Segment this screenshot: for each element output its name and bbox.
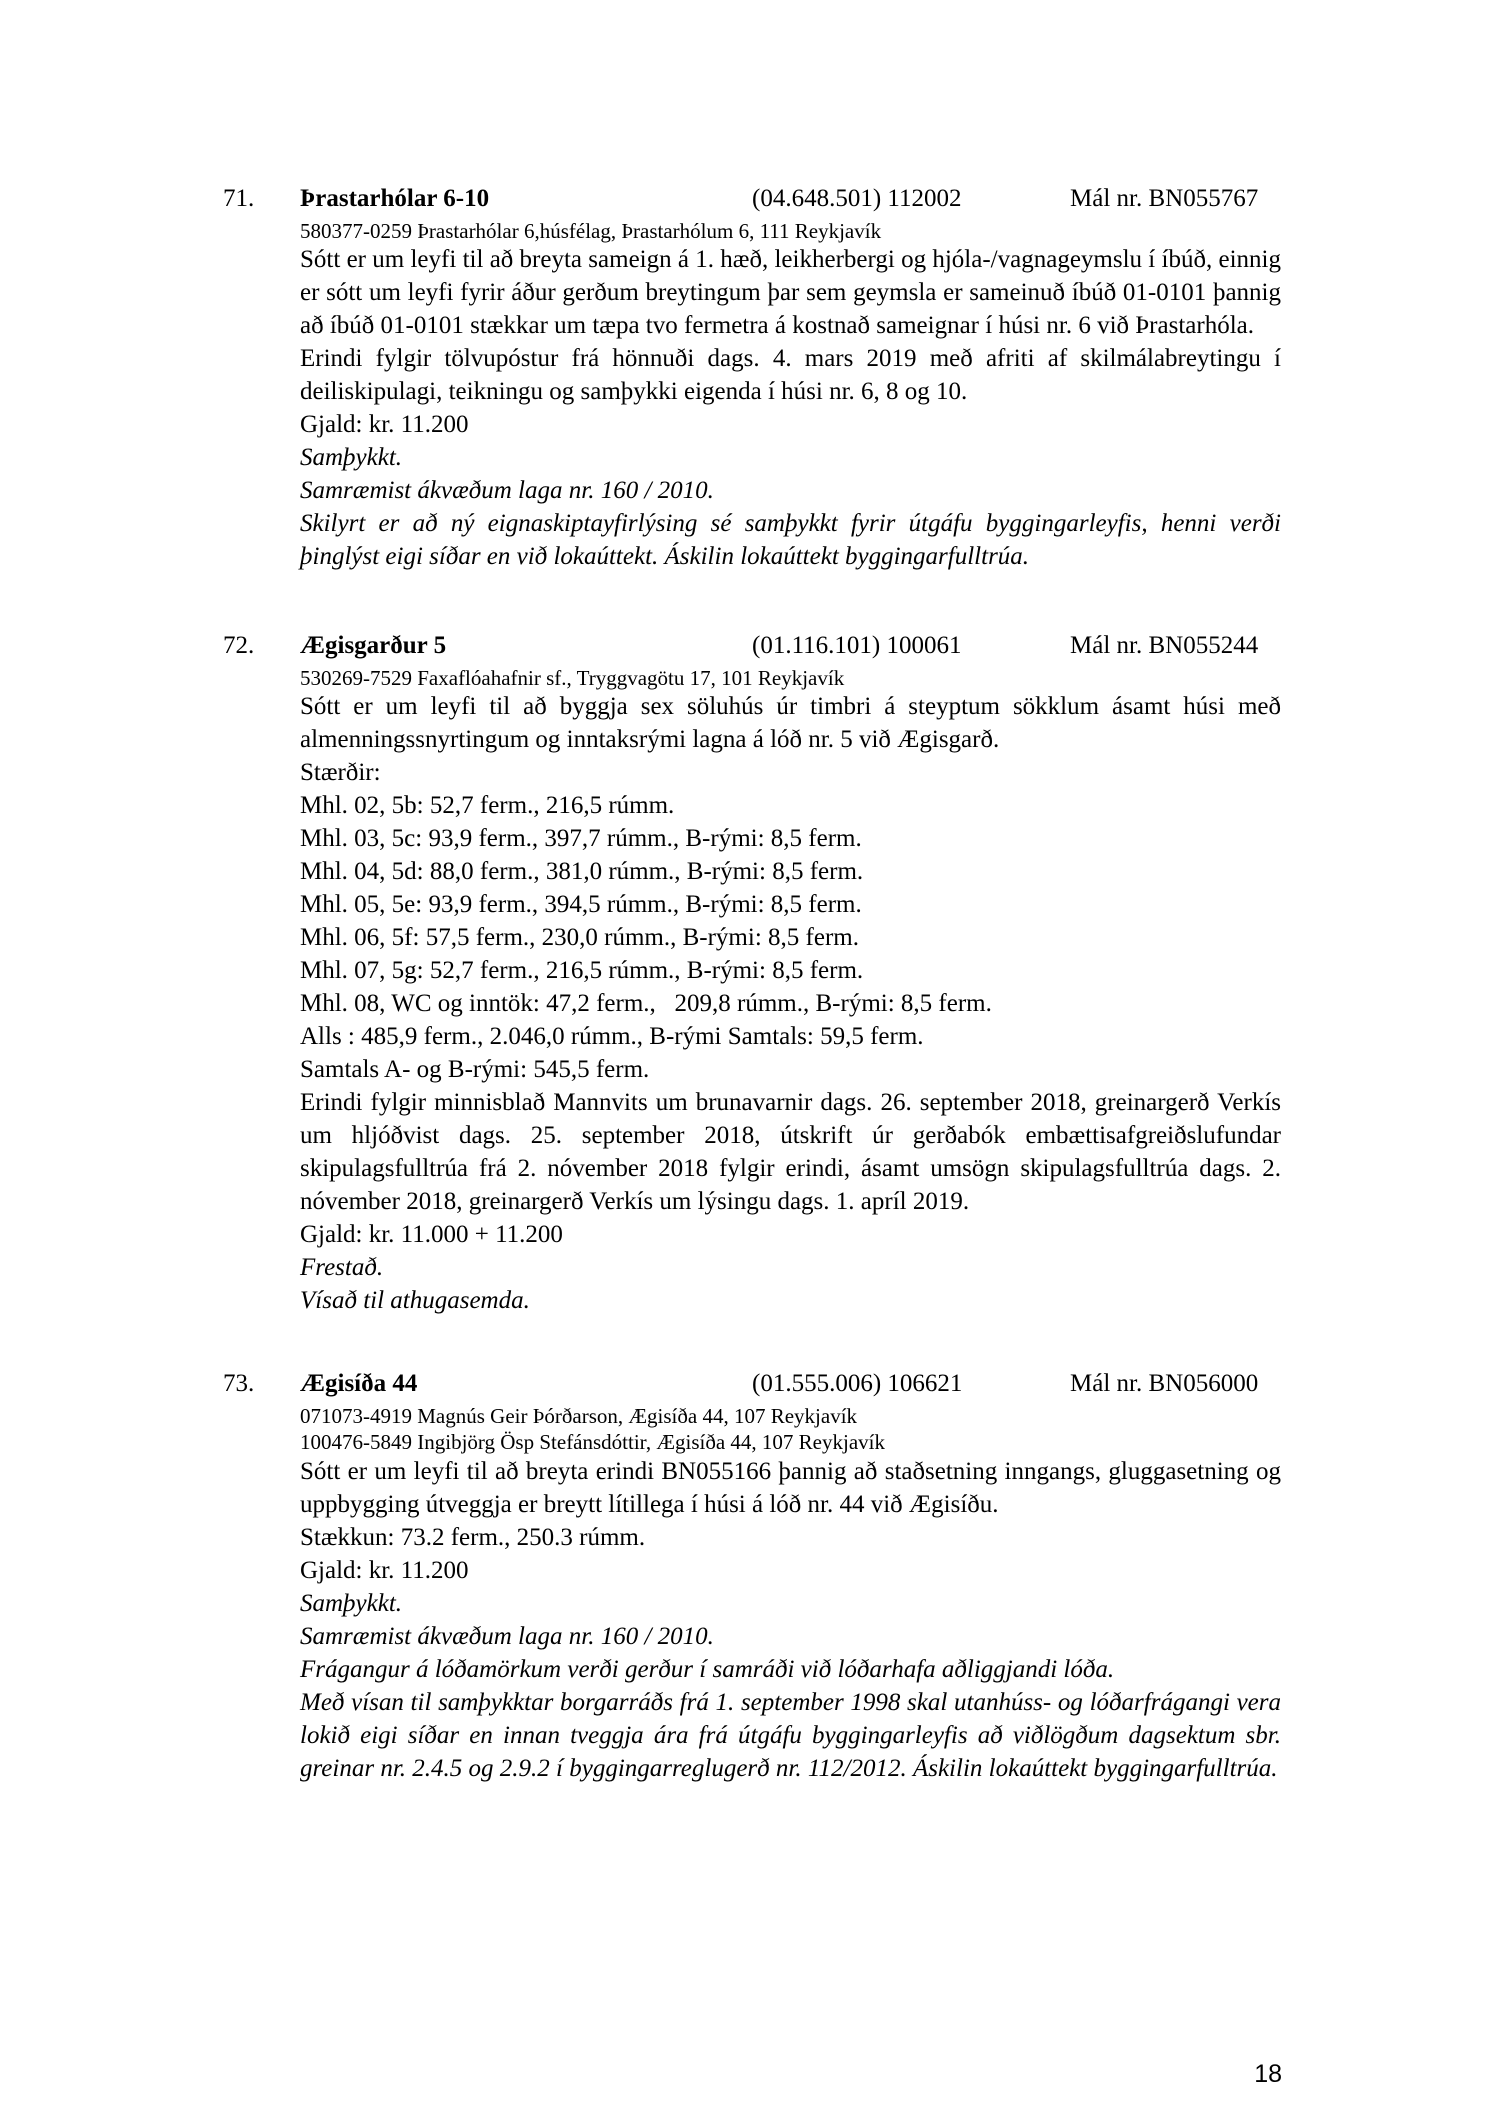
- case-address: Ægisíða 44: [300, 1370, 418, 1397]
- case-number: 71.: [223, 185, 255, 212]
- case-attachments: Erindi fylgir minnisblað Mannvits um brunavarnir dags. 26. september 2018, greinargerð Verkís um hljóðvist dags. 25. september 2018, útskrift úr gerðabók embættisafgreiðslufundar skipulagsfulltrúa frá 2. nóvember 2018 fylgir erindi, ásamt umsögn skipulagsfulltrúa dags. 2. nóvember 2018, greinargerð Verkís um lýsingu dags. 1. apríl 2019.: [300, 1089, 1281, 1215]
- case-attachments: Erindi fylgir tölvupóstur frá hönnuði dags. 4. mars 2019 með afriti af skilmálabreytingu í deiliskipulagi, teikningu og samþykki eigenda í húsi nr. 6, 8 og 10.: [300, 345, 1281, 405]
- case-header: [0, 185, 1500, 219]
- size-line: Mhl. 04, 5d: 88,0 ferm., 381,0 rúmm., B-rými: 8,5 ferm.: [300, 858, 864, 885]
- case-referral: Vísað til athugasemda.: [300, 1287, 530, 1314]
- case-fee: Gjald: kr. 11.200: [300, 411, 469, 438]
- case-header: [0, 1370, 1500, 1404]
- property-id: (04.648.501) 112002: [752, 185, 962, 212]
- case-reference: Mál nr. BN056000: [1070, 1370, 1259, 1397]
- applicant-line: 071073-4919 Magnús Geir Þórðarson, Ægisíða 44, 107 Reykjavík: [300, 1404, 858, 1428]
- case-body: [300, 690, 1281, 1317]
- case-description: Sótt er um leyfi til að byggja sex söluhús úr timbri á steyptum sökklum ásamt húsi með almenningssnyrtingum og inntaksrými lagna á lóð nr. 5 við Ægisgarð.: [300, 693, 1281, 753]
- size-line: Mhl. 05, 5e: 93,9 ferm., 394,5 rúmm., B-rými: 8,5 ferm.: [300, 891, 862, 918]
- case-decision: Samþykkt.: [300, 444, 403, 471]
- case-header: [0, 632, 1500, 666]
- case-fee: Gjald: kr. 11.000 + 11.200: [300, 1221, 563, 1248]
- sizes-label: Stærðir:: [300, 759, 381, 786]
- size-line: Mhl. 07, 5g: 52,7 ferm., 216,5 rúmm., B-rými: 8,5 ferm.: [300, 957, 864, 984]
- case-description: Sótt er um leyfi til að breyta erindi BN055166 þannig að staðsetning inngangs, gluggasetning og uppbygging útveggja er breytt lítillega í húsi á lóð nr. 44 við Ægisíðu.: [300, 1458, 1281, 1518]
- case-conformity: Samræmist ákvæðum laga nr. 160 / 2010.: [300, 477, 714, 504]
- applicant-line: 100476-5849 Ingibjörg Ösp Stefánsdóttir, Ægisíða 44, 107 Reykjavík: [300, 1430, 885, 1454]
- case-number: 72.: [223, 632, 255, 659]
- case-reference: Mál nr. BN055767: [1070, 185, 1259, 212]
- case-body: [300, 1455, 1281, 1785]
- size-total: Alls : 485,9 ferm., 2.046,0 rúmm., B-rými Samtals: 59,5 ferm.: [300, 1023, 924, 1050]
- case-reference: Mál nr. BN055244: [1070, 632, 1259, 659]
- case-decision: Frestað.: [300, 1254, 384, 1281]
- case-description: Sótt er um leyfi til að breyta sameign á 1. hæð, leikherbergi og hjóla-/vagnageymslu í íbúð, einnig er sótt um leyfi fyrir áður gerðum breytingum þar sem geymsla er sameinuð íbúð 01-0101 þannig að íbúð 01-0101 stækkar um tæpa tvo fermetra á kostnað sameignar í húsi nr. 6 við Þrastarhóla.: [300, 246, 1281, 339]
- case-fee: Gjald: kr. 11.200: [300, 1557, 469, 1584]
- case-address: Ægisgarður 5: [300, 632, 447, 659]
- size-line: Mhl. 03, 5c: 93,9 ferm., 397,7 rúmm., B-rými: 8,5 ferm.: [300, 825, 862, 852]
- case-enlargement: Stækkun: 73.2 ferm., 250.3 rúmm.: [300, 1524, 646, 1551]
- case-body: [300, 243, 1281, 573]
- applicant-line: 530269-7529 Faxaflóahafnir sf., Tryggvagötu 17, 101 Reykjavík: [300, 666, 845, 690]
- applicant-line: 580377-0259 Þrastarhólar 6,húsfélag, Þrastarhólum 6, 111 Reykjavík: [300, 219, 882, 243]
- case-address: Þrastarhólar 6-10: [300, 185, 490, 212]
- property-id: (01.555.006) 106621: [752, 1370, 963, 1397]
- property-id: (01.116.101) 100061: [752, 632, 962, 659]
- size-line: Mhl. 02, 5b: 52,7 ferm., 216,5 rúmm.: [300, 792, 675, 819]
- case-number: 73.: [223, 1370, 255, 1397]
- case-condition: Frágangur á lóðamörkum verði gerður í samráði við lóðarhafa aðliggjandi lóða.: [300, 1656, 1115, 1683]
- case-decision: Samþykkt.: [300, 1590, 403, 1617]
- page-number: 18: [1254, 2060, 1282, 2088]
- size-line: Mhl. 08, WC og inntök: 47,2 ferm., 209,8 rúmm., B-rými: 8,5 ferm.: [300, 990, 992, 1017]
- case-condition: Skilyrt er að ný eignaskiptayfirlýsing sé samþykkt fyrir útgáfu byggingarleyfis, henni verði þinglýst eigi síðar en við lokaúttekt. Áskilin lokaúttekt byggingarfulltrúa.: [300, 510, 1281, 570]
- case-condition: Með vísan til samþykktar borgarráðs frá 1. september 1998 skal utanhúss- og lóðarfrágangi vera lokið eigi síðar en innan tveggja ára frá útgáfu byggingarleyfis að viðlögðum dagsektum sbr. greinar nr. 2.4.5 og 2.9.2 í byggingarreglugerð nr. 112/2012. Áskilin lokaúttekt byggingarfulltrúa.: [300, 1689, 1281, 1782]
- case-conformity: Samræmist ákvæðum laga nr. 160 / 2010.: [300, 1623, 714, 1650]
- size-total-ab: Samtals A- og B-rými: 545,5 ferm.: [300, 1056, 650, 1083]
- size-line: Mhl. 06, 5f: 57,5 ferm., 230,0 rúmm., B-rými: 8,5 ferm.: [300, 924, 859, 951]
